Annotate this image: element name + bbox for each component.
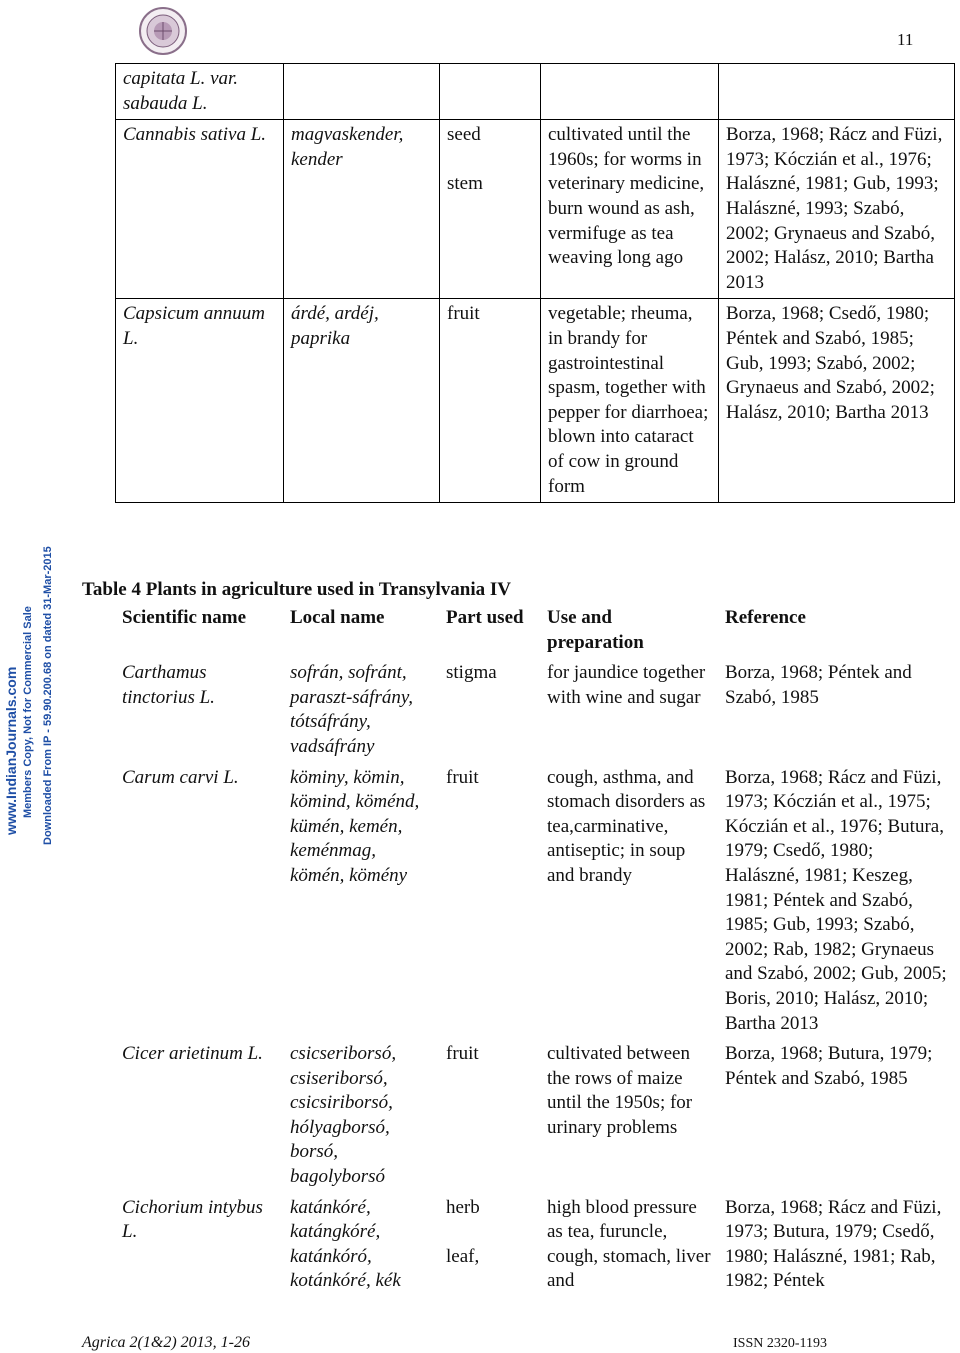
page-number: 11 bbox=[897, 30, 914, 49]
reference bbox=[719, 64, 955, 120]
reference: Borza, 1968; Rácz and Füzi, 1973; Kóczián et al., 1975; Kóczián et al., 1976; Butura, 1979; Csedő, 1980; Halászné, 1981; Keszeg, 1981; Péntek and Szabó, 1985; Gub, 1993; Szabó, 2002; Rab, 1982; Grynaeus and Szabó, 2002; Gub, 2005; Boris, 2010; Halász, 2010; Bartha 2013 bbox=[725, 766, 947, 1034]
journal-seal-logo bbox=[138, 6, 188, 56]
table-row bbox=[116, 120, 955, 299]
table-row bbox=[115, 658, 954, 762]
use-preparation: cough, asthma, and stomach disorders as tea,carminative, antiseptic; in soup and brandy bbox=[547, 766, 706, 886]
table-caption: Table 4 Plants in agriculture used in Transylvania IV bbox=[82, 579, 511, 600]
scientific-name: Carum carvi L. bbox=[122, 766, 239, 788]
use-preparation: high blood pressure as tea, furuncle, cough, stomach, liver and bbox=[547, 1196, 711, 1292]
local-name: sofrán, sofránt, paraszt-sáfrány, tótsáfrány, vadsáfrány bbox=[290, 662, 413, 757]
header-local-name: Local name bbox=[290, 607, 385, 628]
part-used bbox=[440, 64, 541, 120]
part-used: fruit bbox=[440, 299, 541, 503]
scientific-name: Cannabis sativa L. bbox=[116, 120, 284, 299]
scientific-name: Capsicum annuum L. bbox=[116, 299, 284, 503]
journal-citation: Agrica 2(1&2) 2013, 1-26 bbox=[82, 1334, 250, 1351]
part-used: fruit bbox=[446, 1043, 479, 1065]
watermark-copy-notice: Members Copy, Not for Commercial Sale bbox=[22, 606, 34, 818]
table-row bbox=[115, 763, 954, 1040]
reference: Borza, 1968; Csedő, 1980; Péntek and Szabó, 1985; Gub, 1993; Szabó, 2002; Grynaeus and Szabó, 2002; Halász, 2010; Bartha 2013 bbox=[719, 299, 955, 503]
continued-table bbox=[115, 63, 955, 503]
table-row bbox=[116, 299, 955, 503]
reference: Borza, 1968; Butura, 1979; Péntek and Szabó, 1985 bbox=[725, 1043, 933, 1089]
table-header-row bbox=[115, 603, 954, 658]
issn: ISSN 2320-1193 bbox=[733, 1336, 827, 1351]
watermark-download-info: Downloaded From IP - 59.90.200.68 on dated 31-Mar-2015 bbox=[42, 546, 54, 845]
use-preparation: cultivated until the 1960s; for worms in veterinary medicine, burn wound as ash, vermifuge as tea weaving long ago bbox=[541, 120, 719, 299]
local-name: árdé, ardéj, paprika bbox=[284, 299, 440, 503]
header-use-preparation: Use and preparation bbox=[547, 607, 644, 653]
local-name: magvaskender, kender bbox=[284, 120, 440, 299]
header-reference: Reference bbox=[725, 607, 806, 628]
local-name bbox=[284, 64, 440, 120]
local-name: köminy, kömin, kömind, köménd, kümén, kemén, keménmag, kömén, kömény bbox=[290, 766, 420, 886]
reference: Borza, 1968; Rácz and Füzi, 1973; Kóczián et al., 1976; Halászné, 1981; Gub, 1993; Halászné, 1993; Szabó, 2002; Grynaeus and Szabó, 2002; Halász, 2010; Bartha 2013 bbox=[719, 120, 955, 299]
scientific-name: Cichorium intybus L. bbox=[122, 1196, 263, 1243]
part-used: herb leaf, bbox=[446, 1196, 480, 1267]
header-part-used: Part used bbox=[446, 607, 524, 628]
table-4 bbox=[115, 603, 954, 1297]
use-preparation: vegetable; rheuma, in brandy for gastrointestinal spasm, together with pepper for diarrhoea; blown into cataract of cow in ground form bbox=[541, 299, 719, 503]
table-row bbox=[115, 1193, 954, 1297]
reference: Borza, 1968; Rácz and Füzi, 1973; Butura, 1979; Csedő, 1980; Halászné, 1981; Rab, 1982; Péntek bbox=[725, 1196, 942, 1292]
scientific-name: capitata L. var. sabauda L. bbox=[116, 64, 284, 120]
part-used: stigma bbox=[446, 662, 497, 684]
local-name: katánkóré, katángkóré, katánkóró, kotánkóré, kék bbox=[290, 1196, 401, 1292]
header-scientific-name: Scientific name bbox=[122, 607, 247, 628]
use-preparation: for jaundice together with wine and sugar bbox=[547, 662, 706, 708]
part-used: seed stem bbox=[440, 120, 541, 299]
use-preparation bbox=[541, 64, 719, 120]
reference: Borza, 1968; Péntek and Szabó, 1985 bbox=[725, 662, 912, 708]
use-preparation: cultivated between the rows of maize until the 1950s; for urinary problems bbox=[547, 1043, 693, 1138]
table-row bbox=[116, 64, 955, 120]
scientific-name: Cicer arietinum L. bbox=[122, 1043, 263, 1065]
scientific-name: Carthamus tinctorius L. bbox=[122, 662, 215, 708]
local-name: csicseriborsó, csiseriborsó, csicsiriborsó, hólyagborsó, borsó, bagolyborsó bbox=[290, 1043, 397, 1188]
table-row bbox=[115, 1039, 954, 1193]
part-used: fruit bbox=[446, 766, 479, 788]
watermark-site: www.IndianJournals.com bbox=[3, 666, 19, 835]
